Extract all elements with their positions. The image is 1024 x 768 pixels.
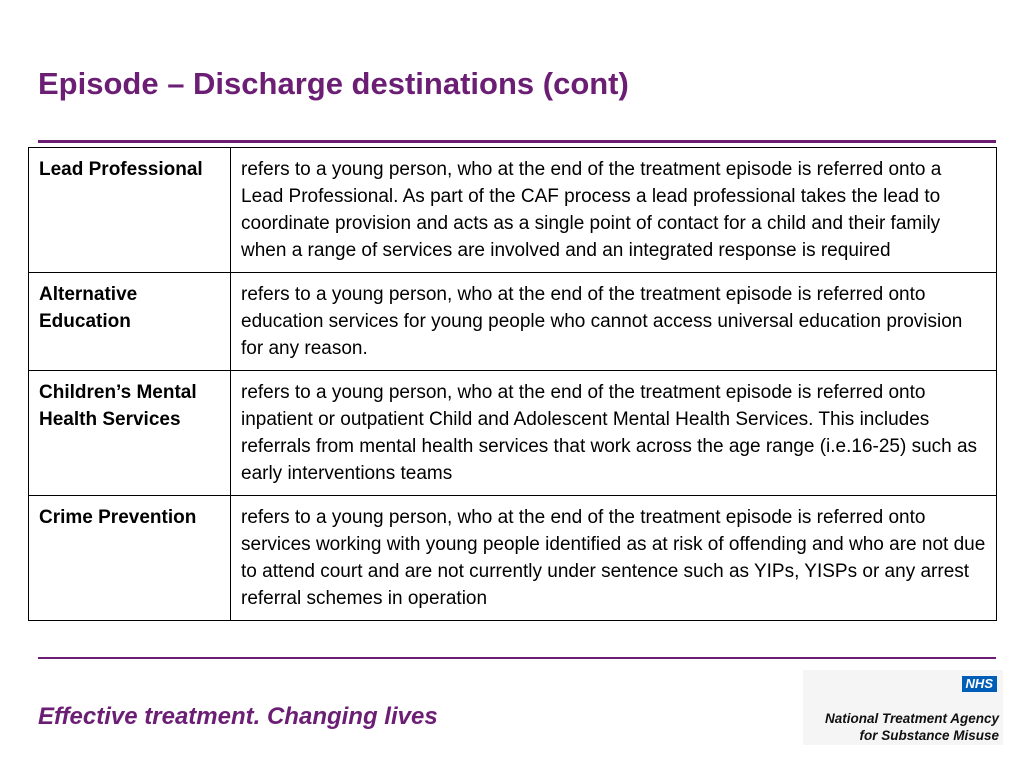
table-row — [29, 273, 997, 371]
nhs-logo-icon: NHS — [962, 676, 997, 692]
footer-divider — [38, 657, 996, 659]
agency-name — [825, 710, 999, 744]
nta-logo — [803, 670, 1003, 745]
title-divider — [38, 140, 996, 143]
description-cell: refers to a young person, who at the end of the treatment episode is referred onto inpatient or outpatient Child and Adolescent Mental Health Services. This includes referrals from mental health services that work across the age range (i.e.16-25) such as early interventions teams — [231, 371, 997, 496]
description-cell: refers to a young person, who at the end of the treatment episode is referred onto education services for young people who cannot access universal education provision for any reason. — [231, 273, 997, 371]
description-cell: refers to a young person, who at the end of the treatment episode is referred onto services working with young people identified as at risk of offending and who are not due to attend court and are not currently under sentence such as YIPs, YISPs or any arrest referral schemes in operation — [231, 496, 997, 621]
agency-name-line1: National Treatment Agency — [824, 711, 999, 726]
term-cell: Children’s Mental Health Services — [29, 371, 231, 496]
definitions-table — [28, 147, 997, 621]
description-cell: refers to a young person, who at the end of the treatment episode is referred onto a Lead Professional. As part of the CAF process a lead professional takes the lead to coordinate provision and acts as a single point of contact for a child and their family when a range of services are involved and an integrated response is required — [231, 148, 997, 273]
term-cell: Crime Prevention — [29, 496, 231, 621]
agency-name-line2: for Substance Misuse — [859, 728, 999, 743]
term-cell: Alternative Education — [29, 273, 231, 371]
table-row — [29, 371, 997, 496]
table-row — [29, 496, 997, 621]
table-row — [29, 148, 997, 273]
footer-slogan: Effective treatment. Changing lives — [38, 703, 438, 730]
term-cell: Lead Professional — [29, 148, 231, 273]
slide-title: Episode – Discharge destinations (cont) — [38, 66, 629, 101]
